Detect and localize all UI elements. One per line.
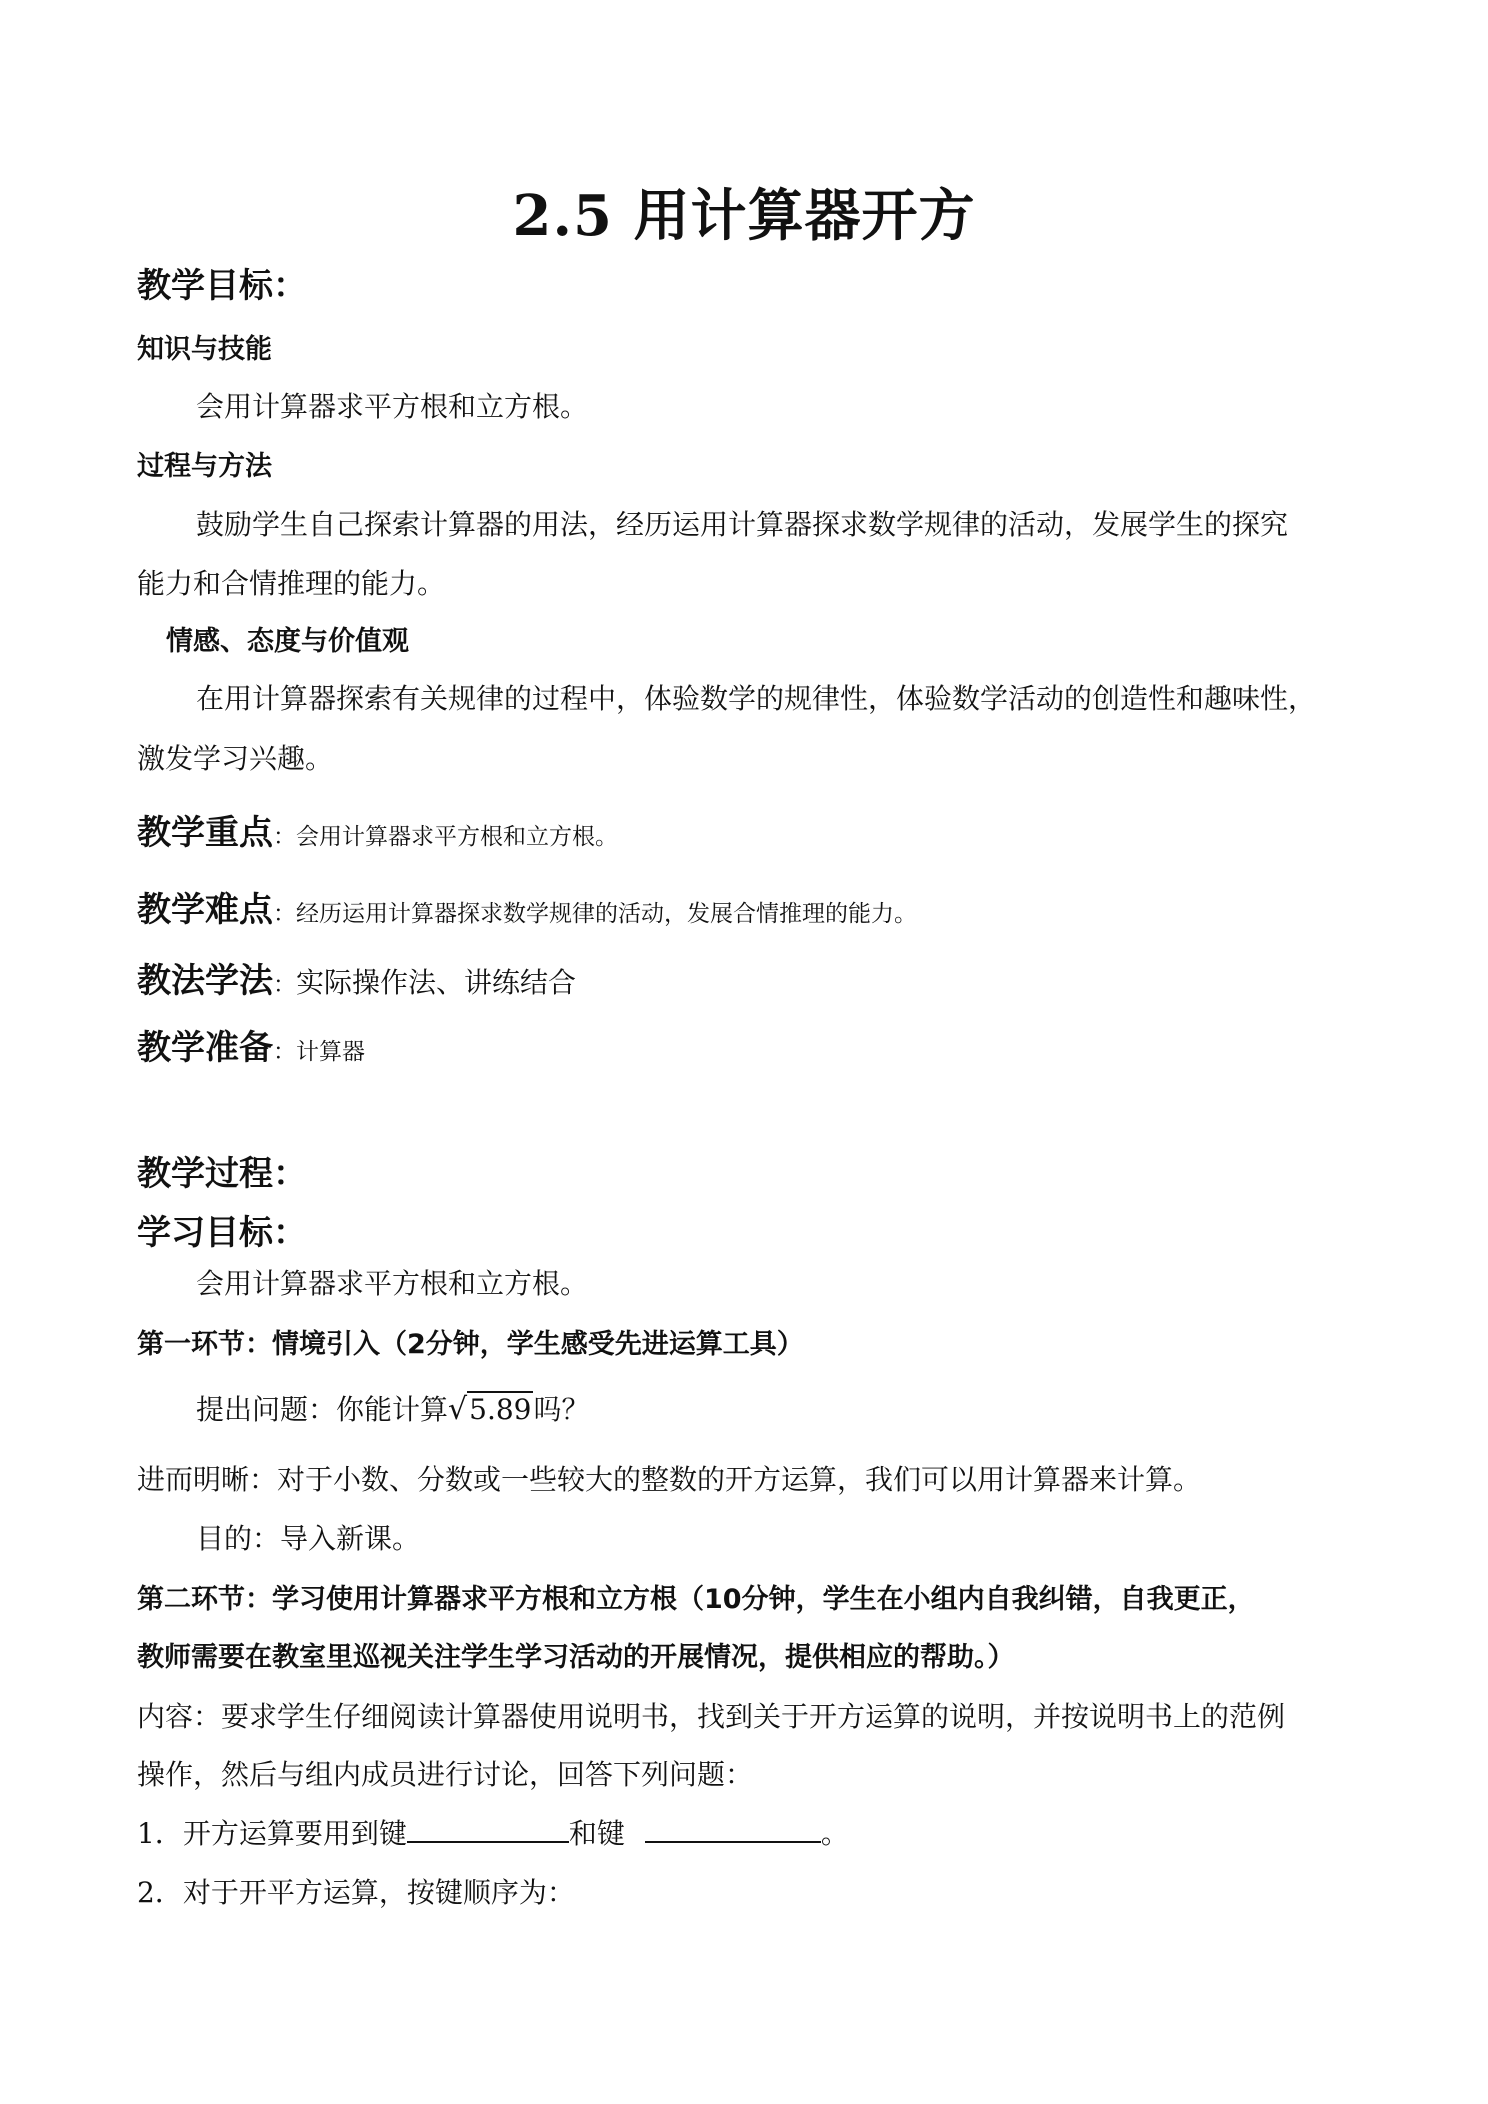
question-1 <box>137 1812 849 1852</box>
learning-goal-text: 会用计算器求平方根和立方根。 <box>196 1267 589 1300</box>
question-prefix: 提出问题：你能计算 <box>196 1393 449 1426</box>
process-method-text-1: 鼓励学生自己探索计算器的用法，经历运用计算器探求数学规律的活动，发展学生的探究 <box>196 508 1289 541</box>
preparation-label: 教学准备 <box>137 1028 273 1068</box>
section2-heading-1: 第二环节：学习使用计算器求平方根和立方根（10分钟，学生在小组内自我纠错，自我更正， <box>137 1584 1255 1615</box>
q1-mid: 和键 <box>568 1817 625 1850</box>
key-point-colon: ： <box>273 824 296 850</box>
emotion-text-2: 激发学习兴趣。 <box>137 742 334 775</box>
method-text: 实际操作法、讲练结合 <box>296 966 577 999</box>
knowledge-text: 会用计算器求平方根和立方根。 <box>196 390 589 423</box>
section1-question <box>196 1388 590 1428</box>
difficulty-colon: ： <box>273 901 296 927</box>
difficulty-label: 教学难点 <box>137 890 273 930</box>
question-suffix: 吗？ <box>533 1393 590 1426</box>
section1-heading: 第一环节：情境引入（2分钟，学生感受先进运算工具） <box>137 1329 804 1360</box>
section2-content-2: 操作，然后与组内成员进行讨论，回答下列问题： <box>137 1758 754 1791</box>
learning-goal-heading: 学习目标： <box>137 1213 307 1253</box>
method-row <box>137 953 576 1002</box>
method-label: 教法学法 <box>137 961 273 1001</box>
difficulty-text: 经历运用计算器探求数学规律的活动，发展合情推理的能力。 <box>296 901 917 927</box>
emotion-text-1: 在用计算器探索有关规律的过程中，体验数学的规律性，体验数学活动的创造性和趣味性， <box>196 682 1317 715</box>
preparation-row <box>137 1020 365 1069</box>
section1-clarify: 进而明晰：对于小数、分数或一些较大的整数的开方运算，我们可以用计算器来计算。 <box>137 1463 1202 1496</box>
process-method-heading: 过程与方法 <box>137 451 272 482</box>
teaching-process-heading: 教学过程： <box>137 1154 307 1194</box>
method-colon: ： <box>273 972 296 998</box>
emotion-heading: 情感、态度与价值观 <box>166 626 409 657</box>
objectives-heading: 教学目标： <box>137 266 307 306</box>
section2-content-1: 内容：要求学生仔细阅读计算器使用说明书，找到关于开方运算的说明，并按说明书上的范例 <box>137 1700 1286 1733</box>
difficulty-row <box>137 882 917 931</box>
radical-sign-icon: √ <box>448 1392 468 1427</box>
key-point-text: 会用计算器求平方根和立方根。 <box>296 824 618 850</box>
q1-prefix: 1．开方运算要用到键 <box>137 1817 407 1850</box>
q1-blank-1[interactable] <box>407 1815 569 1843</box>
question-2: 2．对于开平方运算，按键顺序为： <box>137 1876 575 1909</box>
preparation-text: 计算器 <box>296 1039 365 1065</box>
key-point-label: 教学重点 <box>137 813 273 853</box>
document-title: 2.5 用计算器开方 <box>512 183 976 249</box>
q1-suffix: 。 <box>820 1817 849 1850</box>
preparation-colon: ： <box>273 1039 296 1065</box>
knowledge-heading: 知识与技能 <box>137 334 272 365</box>
section1-purpose: 目的：导入新课。 <box>196 1522 421 1555</box>
sqrt-expression <box>448 1392 533 1427</box>
process-method-text-2: 能力和合情推理的能力。 <box>137 567 446 600</box>
key-point-row <box>137 805 618 854</box>
radicand-value: 5.89 <box>469 1393 532 1426</box>
q1-blank-2[interactable] <box>645 1815 821 1843</box>
section2-heading-2: 教师需要在教室里巡视关注学生学习活动的开展情况，提供相应的帮助。） <box>137 1642 1015 1673</box>
